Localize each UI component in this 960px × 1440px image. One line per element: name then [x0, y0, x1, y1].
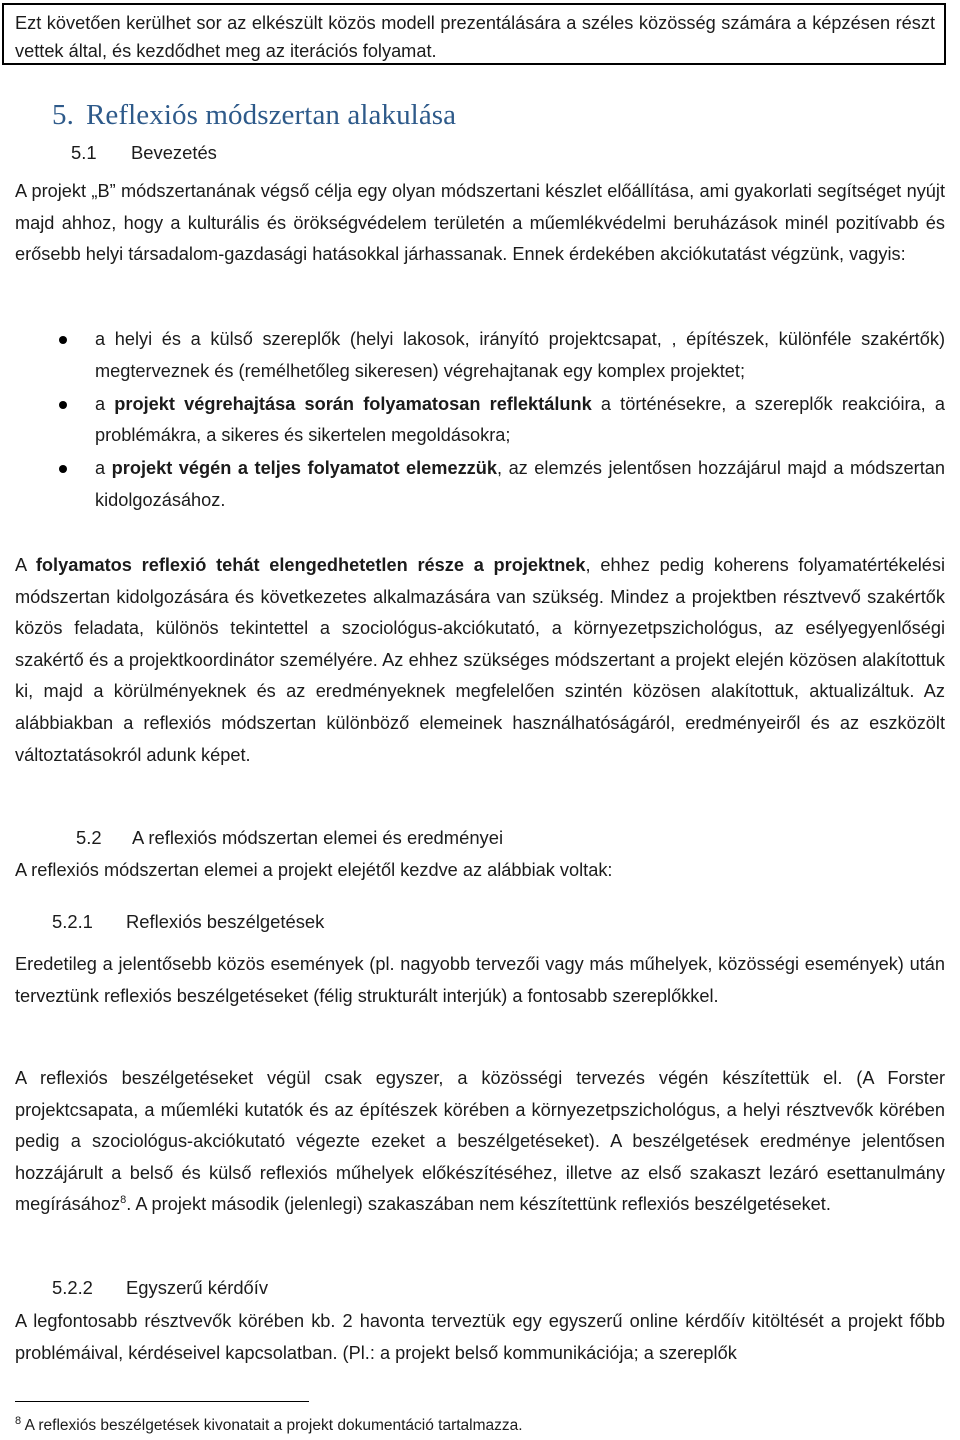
intro-box [2, 3, 946, 65]
section-5-2-number: 5.2 [76, 827, 102, 848]
section-5-1-title: Bevezetés [131, 142, 217, 163]
paragraph-text: A reflexiós beszélgetéseket végül csak egyszer, a közösségi tervezés végén készítettük el. (A Forster projektcsapata, a műemléki kutatók és az építészek körében a környezetpszichológus, a helyi résztvevők körében pedig a szociológus-akciókutató végezte ezeket a beszélgetéseket). A beszélgetések eredménye jelentősen hozzájárult a belső és külső reflexiós műhelyek előkészítéséhez, illetve az első szakaszt lezáró esettanulmány megírásához [15, 1068, 945, 1214]
section-5-heading [52, 99, 456, 132]
bullet-icon [59, 336, 67, 344]
bullet-text: , az elemzés jelentősen hozzájárul majd a módszertan kidolgozásához. [95, 458, 945, 510]
reflexio-text: A [15, 555, 36, 575]
list-item [0, 324, 945, 387]
list-item [0, 389, 945, 452]
bullet-list [0, 324, 945, 518]
bullet-icon [59, 465, 67, 473]
reflexio-text: , ehhez pedig koherens folyamatértékelési módszertan kidolgozására és következetes alkalmazására van szükség. Mindez a projektben résztvevő szakértők közös feladata, különös tekintettel a szociológus-akciókutató, a környezetpszichológus, az esélyegyenlőségi szakértő és a projektkoordinátor személyére. Az ehhez szükséges módszertant a projekt elején közösen alakítottuk ki, majd a körülményeknek és az eredményeknek megfelelően szintén közösen alakítottuk, aktualizáltuk. Az alábbiakban a reflexiós módszertan különböző elemeinek használhatóságáról, eredményeiről és az eszközölt változtatásokról adunk képet. [15, 555, 945, 765]
section-5-2-1-paragraph-b [15, 1063, 945, 1221]
reflexio-paragraph [15, 550, 945, 771]
section-5-2-1-number: 5.2.1 [52, 911, 93, 932]
intro-box-text: Ezt követően kerülhet sor az elkészült közös modell prezentálására a széles közösség számára a képzésen részt vettek által, és kezdődhet meg az iterációs folyamat. [15, 13, 935, 61]
bullet-text: a helyi és a külső szereplők (helyi lakosok, irányító projektcsapat, , építészek, különféle szakértők) megterveznek és (remélhetőleg sikeresen) végrehajtanak egy komplex projektet; [95, 329, 945, 381]
section-5-2-1-heading [52, 911, 324, 933]
section-5-2-1-title: Reflexiós beszélgetések [126, 911, 325, 932]
section-5-2-heading [76, 827, 503, 849]
intro-paragraph: A projekt „B” módszertanának végső célja egy olyan módszertani készlet előállítása, ami gyakorlati segítséget nyújt majd ahhoz, hogy a kulturális és örökségvédelem területén a műemlékvédelmi beruházások minél pozitívabb és erősebb helyi társadalom-gazdasági hatásokkal járhassanak. Ennek érdekében akciókutatást végzünk, vagyis: [15, 181, 945, 264]
paragraph-text: . A projekt második (jelenlegi) szakaszában nem készítettünk reflexiós beszélgetéseket. [126, 1194, 831, 1214]
section-5-2-2-heading [52, 1277, 268, 1299]
section-5-2-2-number: 5.2.2 [52, 1277, 93, 1298]
bullet-text: a [95, 393, 115, 414]
footnote-mark: 8 [15, 1414, 22, 1427]
section-5-number: 5. [52, 99, 74, 131]
section-5-1-number: 5.1 [71, 142, 97, 163]
footnote-separator [15, 1401, 309, 1402]
bullet-text: a történésekre, a szereplők reakcióira, a problémákra, a sikeres és sikertelen megoldásokra; [95, 393, 945, 445]
section-5-2-2-title: Egyszerű kérdőív [126, 1277, 269, 1298]
section-5-1-heading [71, 142, 217, 164]
footnote-reference[interactable]: 8 [120, 1193, 127, 1206]
section-5-2-1-paragraph-a: Eredetileg a jelentősebb közös események (pl. nagyobb tervezői vagy más műhelyek, közösségi események) után terveztünk reflexiós beszélgetéseket (félig strukturált interjúk) a fontosabb szereplőkkel. [15, 954, 945, 1006]
list-item [0, 453, 945, 516]
section-5-2-title: A reflexiós módszertan elemei és eredményei [132, 827, 504, 848]
bullet-bold-text: projekt végén a teljes folyamatot elemezzük [111, 458, 497, 478]
reflexio-bold-text: folyamatos reflexió tehát elengedhetetlen része a projektnek [35, 555, 586, 575]
section-5-title: Reflexiós módszertan alakulása [85, 99, 457, 131]
section-5-2-paragraph: A reflexiós módszertan elemei a projekt elejétől kezdve az alábbiak voltak: [15, 860, 613, 880]
footnote-text: A reflexiós beszélgetések kivonatait a projekt dokumentáció tartalmazza. [21, 1417, 523, 1434]
section-5-2-2-paragraph: A legfontosabb résztvevők körében kb. 2 havonta terveztük egy egyszerű online kérdőív kitöltését a projekt főbb problémáival, kérdéseivel kapcsolatban. (Pl.: a projekt belső kommunikációja; a szereplők [15, 1311, 945, 1363]
footnote [15, 1414, 523, 1435]
bullet-bold-text: projekt végrehajtása során folyamatosan reflektálunk [114, 393, 592, 414]
bullet-icon [59, 401, 67, 409]
bullet-text: a [95, 458, 112, 478]
